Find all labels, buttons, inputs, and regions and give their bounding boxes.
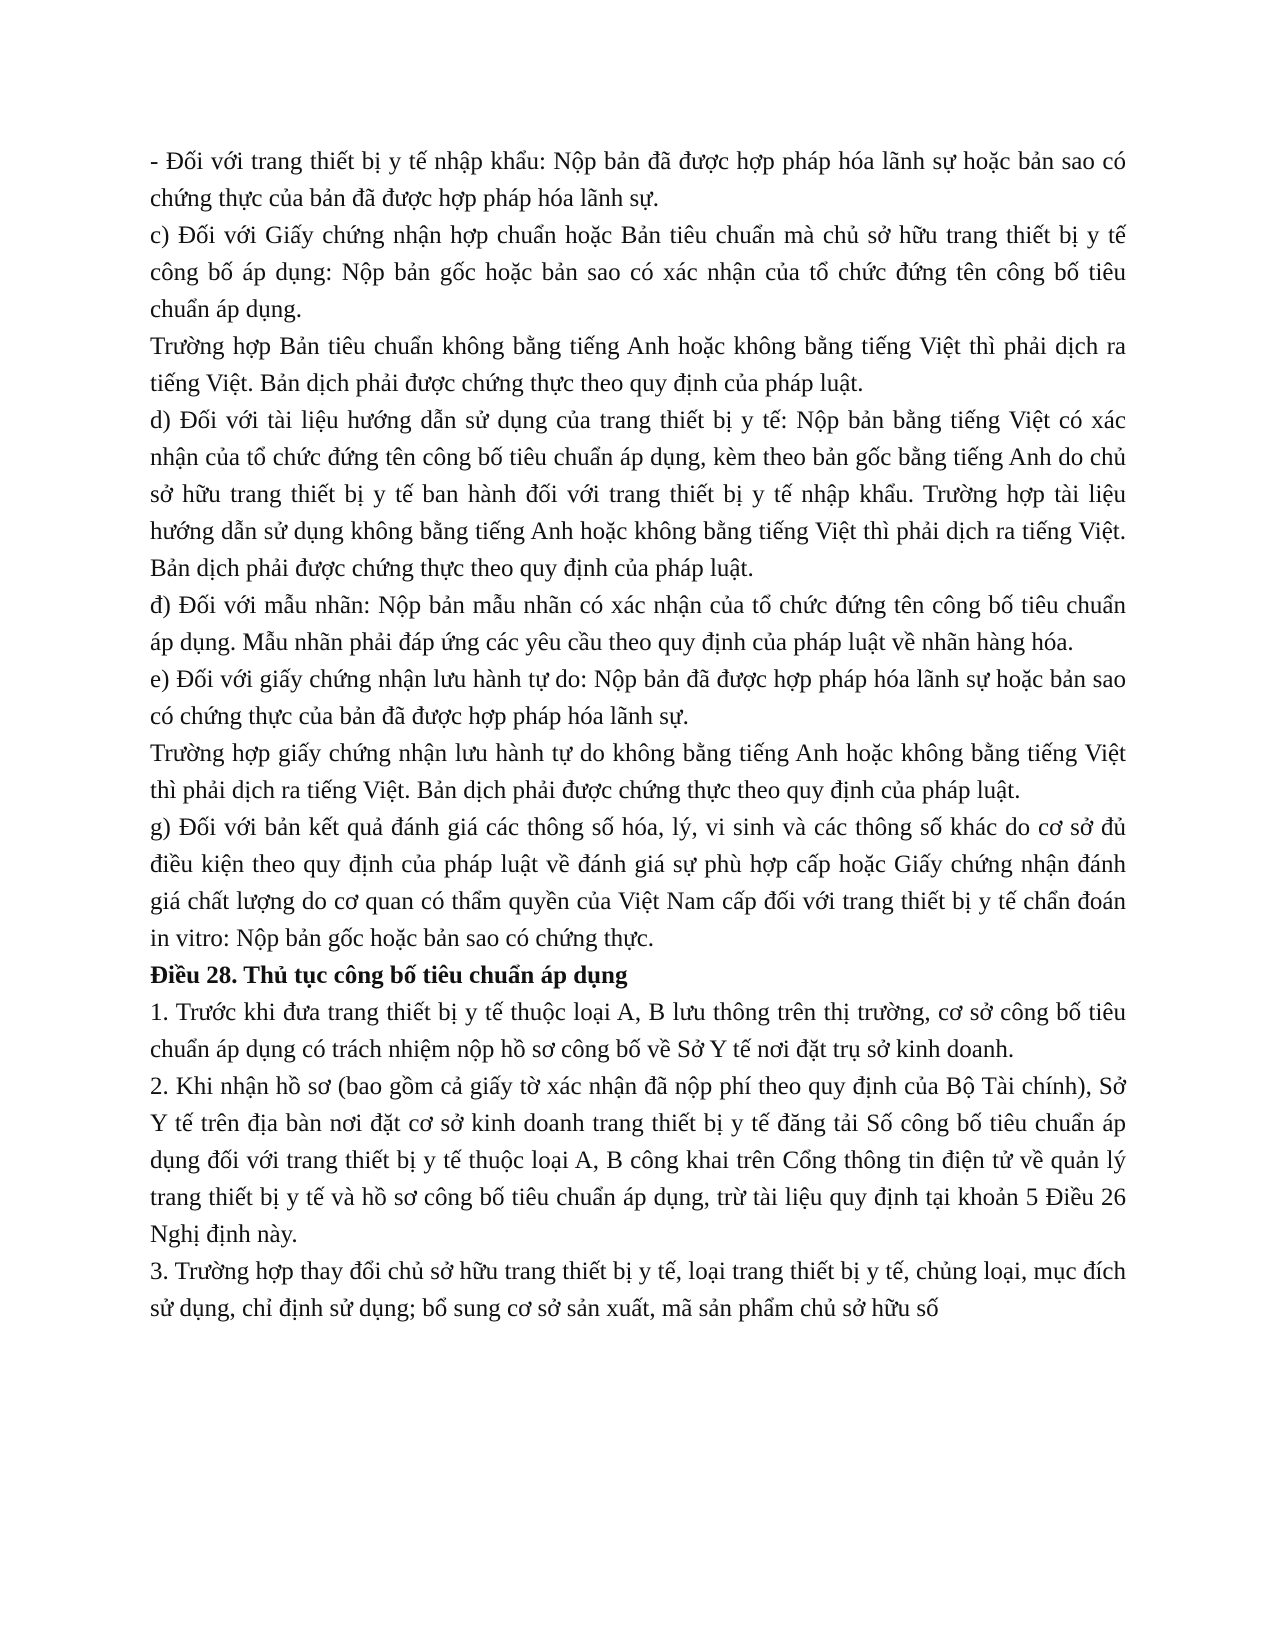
- article-28-heading: Điều 28. Thủ tục công bố tiêu chuẩn áp dụng: [150, 962, 628, 989]
- paragraph-c-standard-certificate: c) Đối với Giấy chứng nhận hợp chuẩn hoặc Bản tiêu chuẩn mà chủ sở hữu trang thiết bị y tế công bố áp dụng: Nộp bản gốc hoặc bản sao có xác nhận của tổ chức đứng tên công bố tiêu chuẩn áp dụng.: [150, 222, 1126, 323]
- paragraph-d-user-manual: d) Đối với tài liệu hướng dẫn sử dụng của trang thiết bị y tế: Nộp bản bằng tiếng Việt có xác nhận của tổ chức đứng tên công bố tiêu chuẩn áp dụng, kèm theo bản gốc bằng tiếng Anh do chủ sở hữu trang thiết bị y tế ban hành đối với trang thiết bị y tế nhập khẩu. Trường hợp tài liệu hướng dẫn sử dụng không bằng tiếng Anh hoặc không bằng tiếng Việt thì phải dịch ra tiếng Việt. Bản dịch phải được chứng thực theo quy định của pháp luật.: [150, 407, 1126, 582]
- paragraph-dd-label-sample: đ) Đối với mẫu nhãn: Nộp bản mẫu nhãn có xác nhận của tổ chức đứng tên công bố tiêu chuẩn áp dụng. Mẫu nhãn phải đáp ứng các yêu cầu theo quy định của pháp luật về nhãn hàng hóa.: [150, 592, 1126, 656]
- paragraph-standard-translation: Trường hợp Bản tiêu chuẩn không bằng tiếng Anh hoặc không bằng tiếng Việt thì phải dịch ra tiếng Việt. Bản dịch phải được chứng thực theo quy định của pháp luật.: [150, 333, 1126, 397]
- paragraph-e-free-sale-certificate: e) Đối với giấy chứng nhận lưu hành tự do: Nộp bản đã được hợp pháp hóa lãnh sự hoặc bản sao có chứng thực của bản đã được hợp pháp hóa lãnh sự.: [150, 666, 1126, 730]
- article-28-clause-3: 3. Trường hợp thay đổi chủ sở hữu trang thiết bị y tế, loại trang thiết bị y tế, chủng loại, mục đích sử dụng, chỉ định sử dụng; bổ sung cơ sở sản xuất, mã sản phẩm chủ sở hữu số: [150, 1258, 1126, 1322]
- article-28-clause-2: 2. Khi nhận hồ sơ (bao gồm cả giấy tờ xác nhận đã nộp phí theo quy định của Bộ Tài chính), Sở Y tế trên địa bàn nơi đặt cơ sở kinh doanh trang thiết bị y tế đăng tải Số công bố tiêu chuẩn áp dụng đối với trang thiết bị y tế thuộc loại A, B công khai trên Cổng thông tin điện tử về quản lý trang thiết bị y tế và hồ sơ công bố tiêu chuẩn áp dụng, trừ tài liệu quy định tại khoản 5 Điều 26 Nghị định này.: [150, 1073, 1126, 1248]
- paragraph-g-evaluation-results: g) Đối với bản kết quả đánh giá các thông số hóa, lý, vi sinh và các thông số khác do cơ sở đủ điều kiện theo quy định của pháp luật về đánh giá sự phù hợp cấp hoặc Giấy chứng nhận đánh giá chất lượng do cơ quan có thẩm quyền của Việt Nam cấp đối với trang thiết bị y tế chẩn đoán in vitro: Nộp bản gốc hoặc bản sao có chứng thực.: [150, 814, 1126, 952]
- paragraph-imported-devices: - Đối với trang thiết bị y tế nhập khẩu: Nộp bản đã được hợp pháp hóa lãnh sự hoặc bản sao có chứng thực của bản đã được hợp pháp hóa lãnh sự.: [150, 148, 1126, 212]
- paragraph-free-sale-translation: Trường hợp giấy chứng nhận lưu hành tự do không bằng tiếng Anh hoặc không bằng tiếng Việt thì phải dịch ra tiếng Việt. Bản dịch phải được chứng thực theo quy định của pháp luật.: [150, 740, 1126, 804]
- article-28-clause-1: 1. Trước khi đưa trang thiết bị y tế thuộc loại A, B lưu thông trên thị trường, cơ sở công bố tiêu chuẩn áp dụng có trách nhiệm nộp hồ sơ công bố về Sở Y tế nơi đặt trụ sở kinh doanh.: [150, 999, 1126, 1063]
- document-page: [150, 143, 1126, 1327]
